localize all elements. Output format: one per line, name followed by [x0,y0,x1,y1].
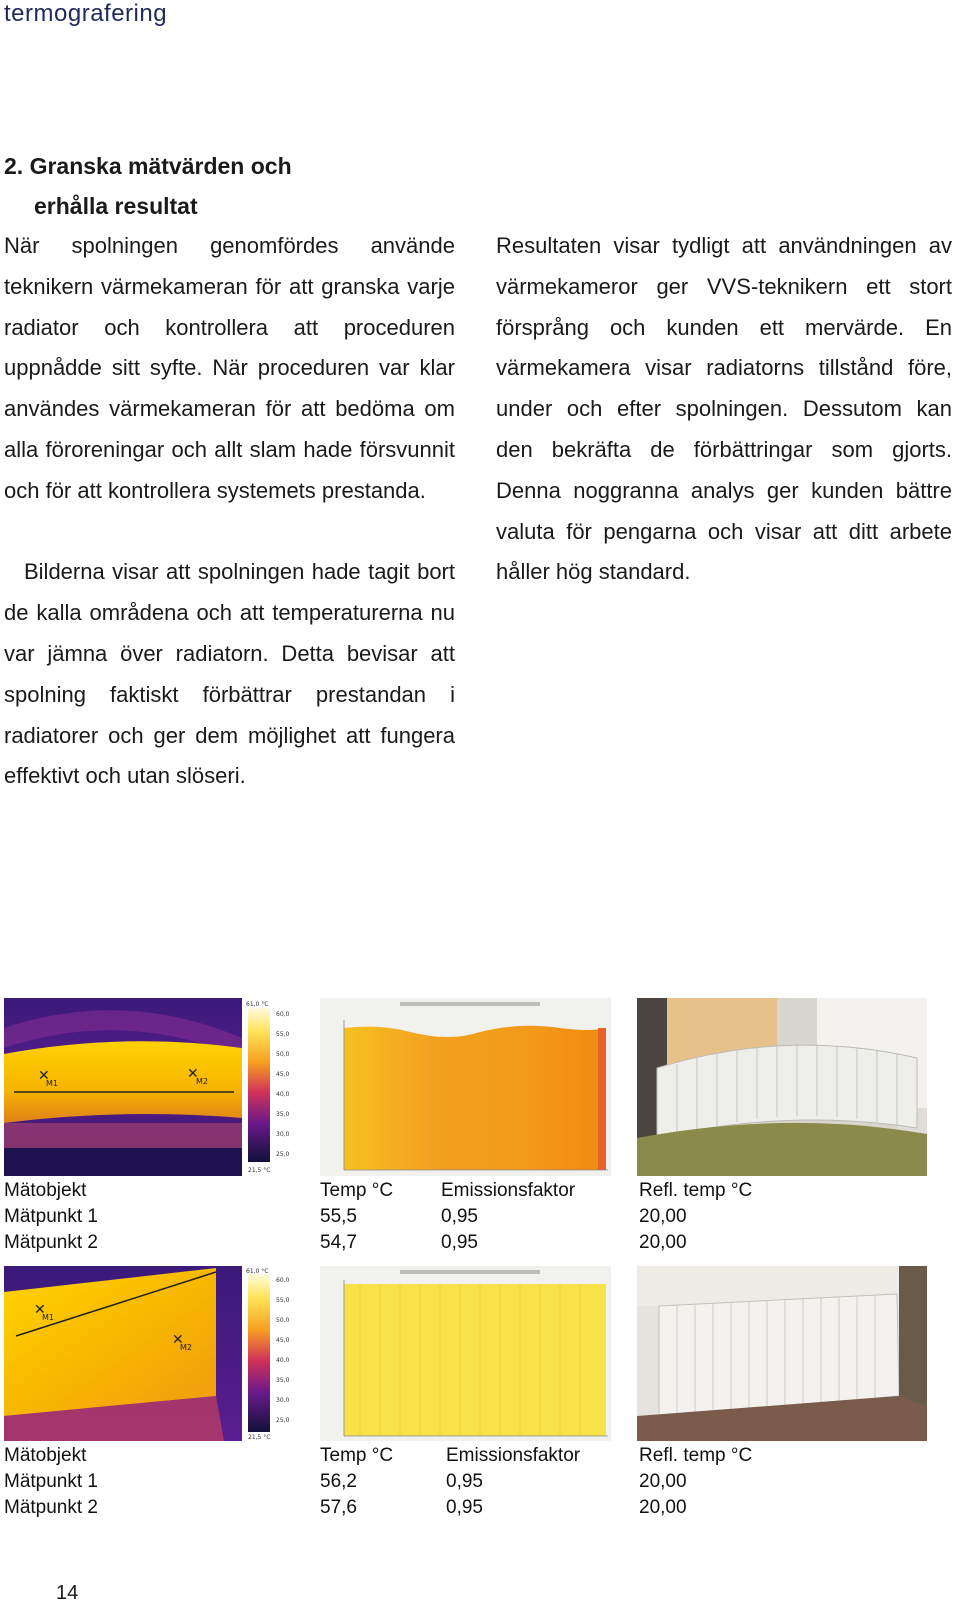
table-cell: Mätpunkt 2 [4,1497,98,1518]
table-header-cell: Temp °C [320,1445,394,1466]
scale-min-label: 21,5 °C [248,1434,271,1441]
scale-tick: 50,0 [276,1317,290,1324]
table-header-cell: Temp °C [320,1180,394,1201]
left-paragraph-2: Bilderna visar att spolningen hade tagit bort de kalla områdena och att temperaturerna nu var jämna över radiatorn. Detta bevisar att spolning faktiskt förbättrar prestandan i radiatorer och ger dem möjlighet att fungera effektivt och utan slöseri. [4,559,455,789]
scale-tick: 25,0 [276,1417,290,1424]
scale-tick: 35,0 [276,1111,290,1118]
table-header-row [4,1178,944,1204]
left-column [4,226,455,797]
scale-min-label: 21,5 °C [248,1167,271,1174]
table-header-cell: Refl. temp °C [639,1180,753,1201]
radiator-photo-before [637,998,927,1176]
left-paragraph-1: När spolningen genomfördes använde teknikern värmekameran för att granska varje radiator och kontrollera att proceduren uppnådde sitt syfte. När proceduren var klar användes värmekameran för att bedöma om alla föroreningar och allt slam hade försvunnit och för att kontrollera systemets prestanda. [4,233,455,503]
temperature-profile-after [320,1266,611,1441]
scale-tick: 25,0 [276,1151,290,1158]
scale-tick: 45,0 [276,1337,290,1344]
thermal-image-before [4,998,304,1176]
table-cell: 56,2 [320,1471,357,1492]
scale-tick: 45,0 [276,1071,290,1078]
table-cell: 55,5 [320,1206,357,1227]
scale-tick: 60,0 [276,1011,290,1018]
measurement-table-1 [4,1178,944,1256]
table-header-cell: Mätobjekt [4,1180,87,1201]
table-header-cell: Mätobjekt [4,1445,87,1466]
scale-tick: 55,0 [276,1297,290,1304]
scale-tick: 35,0 [276,1377,290,1384]
table-header-cell: Emissionsfaktor [441,1180,576,1201]
table-cell: 20,00 [639,1232,687,1253]
svg-text:✕: ✕ [172,1332,184,1348]
section-heading [4,146,292,226]
radiator-photo-after [637,1266,927,1441]
right-column [496,226,952,593]
table-cell: 0,95 [441,1232,478,1253]
table-cell: 0,95 [441,1206,478,1227]
scale-max-label: 61,0 °C [246,1001,269,1008]
scale-tick: 40,0 [276,1357,290,1364]
svg-text:✕: ✕ [187,1066,199,1082]
scale-tick: 55,0 [276,1031,290,1038]
svg-text:✕: ✕ [38,1068,50,1084]
scale-tick: 30,0 [276,1397,290,1404]
table-cell: Mätpunkt 1 [4,1206,98,1227]
scale-tick: 50,0 [276,1051,290,1058]
temperature-profile-before [320,998,611,1176]
table-header-cell: Refl. temp °C [639,1445,753,1466]
scale-tick: 60,0 [276,1277,290,1284]
table-cell: Mätpunkt 1 [4,1471,98,1492]
table-cell: 54,7 [320,1232,357,1253]
marker-m2: M2 [180,1343,192,1352]
table-header-row [4,1443,944,1469]
thermal-image-after [4,1266,304,1441]
table-cell: 0,95 [446,1497,483,1518]
svg-text:✕: ✕ [34,1302,46,1318]
scale-tick: 40,0 [276,1091,290,1098]
table-row [4,1204,944,1230]
table-row [4,1469,944,1495]
table-cell: 0,95 [446,1471,483,1492]
measurement-table-2 [4,1443,944,1521]
table-cell: 20,00 [639,1471,687,1492]
section-heading-line1: 2. Granska mätvärden och [4,153,292,179]
marker-m1: M1 [46,1079,58,1088]
table-row [4,1230,944,1256]
table-cell: 20,00 [639,1497,687,1518]
table-cell: 57,6 [320,1497,357,1518]
table-cell: Mätpunkt 2 [4,1232,98,1253]
table-cell: 20,00 [639,1206,687,1227]
scale-tick: 30,0 [276,1131,290,1138]
marker-m1: M1 [42,1313,54,1322]
page-header-title: termografering [4,0,168,27]
scale-max-label: 61,0 °C [246,1268,269,1275]
table-row [4,1495,944,1521]
marker-m2: M2 [196,1077,208,1086]
page-number: 14 [56,1582,79,1604]
section-heading-line2: erhålla resultat [34,193,198,219]
right-paragraph-1: Resultaten visar tydligt att användningen av värmekameror ger VVS-teknikern ett stort försprång och kunden ett mervärde. En värmekamera visar radiatorns tillstånd före, under och efter spolningen. Dessutom kan den bekräfta de förbättringar som gjorts. Denna noggranna analys ger kunden bättre valuta för pengarna och visar att ditt arbete håller hög standard. [496,233,952,585]
table-header-cell: Emissionsfaktor [446,1445,581,1466]
